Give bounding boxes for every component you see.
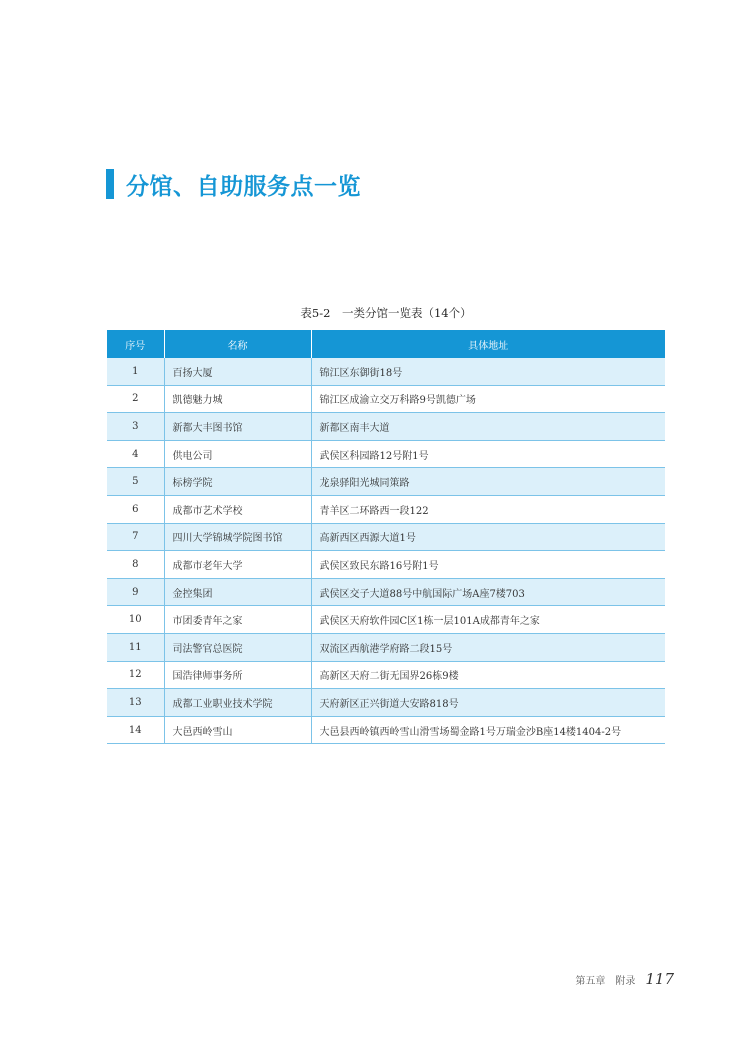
table-row — [107, 661, 665, 689]
cell-address: 高新西区西源大道1号 — [311, 523, 665, 551]
table-row — [107, 523, 665, 551]
cell-address: 青羊区二环路西一段122 — [311, 495, 665, 523]
cell-name: 成都市艺术学校 — [164, 495, 311, 523]
cell-name: 标榜学院 — [164, 468, 311, 496]
table-header-row — [107, 330, 665, 358]
cell-address: 大邑县西岭镇西岭雪山滑雪场蜀金路1号万瑞金沙B座14楼1404-2号 — [311, 716, 665, 744]
cell-index: 3 — [107, 413, 164, 441]
cell-address: 武侯区致民东路16号附1号 — [311, 551, 665, 579]
table-row — [107, 633, 665, 661]
cell-index: 14 — [107, 716, 164, 744]
cell-name: 市团委青年之家 — [164, 606, 311, 634]
table-row — [107, 385, 665, 413]
cell-index: 10 — [107, 606, 164, 634]
cell-index: 1 — [107, 358, 164, 385]
footer-chapter: 第五章 — [575, 976, 606, 987]
cell-index: 4 — [107, 440, 164, 468]
table-row — [107, 440, 665, 468]
cell-name: 大邑西岭雪山 — [164, 716, 311, 744]
title-accent-bar — [106, 169, 114, 199]
page-number: 117 — [645, 970, 674, 988]
cell-address: 武侯区交子大道88号中航国际广场A座7楼703 — [311, 578, 665, 606]
cell-name: 国浩律师事务所 — [164, 661, 311, 689]
table-row — [107, 551, 665, 579]
cell-address: 龙泉驿阳光城同策路 — [311, 468, 665, 496]
cell-index: 12 — [107, 661, 164, 689]
table-row — [107, 468, 665, 496]
cell-name: 四川大学锦城学院图书馆 — [164, 523, 311, 551]
footer-appendix: 附录 — [615, 976, 636, 987]
table-caption: 表5-2 一类分馆一览表（14个） — [300, 306, 472, 320]
header-address: 具体地址 — [311, 330, 665, 358]
cell-address: 锦江区东御街18号 — [311, 358, 665, 385]
cell-index: 8 — [107, 551, 164, 579]
branch-table — [107, 330, 665, 744]
cell-address: 新都区南丰大道 — [311, 413, 665, 441]
cell-name: 新都大丰图书馆 — [164, 413, 311, 441]
cell-index: 9 — [107, 578, 164, 606]
cell-name: 司法警官总医院 — [164, 633, 311, 661]
cell-address: 高新区天府二街无国界26栋9楼 — [311, 661, 665, 689]
header-index: 序号 — [107, 330, 164, 358]
table-row — [107, 716, 665, 744]
cell-name: 凯德魅力城 — [164, 385, 311, 413]
section-title — [106, 168, 361, 200]
cell-name: 金控集团 — [164, 578, 311, 606]
cell-name: 成都工业职业技术学院 — [164, 689, 311, 717]
cell-name: 供电公司 — [164, 440, 311, 468]
table-row — [107, 495, 665, 523]
header-name: 名称 — [164, 330, 311, 358]
table-row — [107, 689, 665, 717]
cell-address: 天府新区正兴街道大安路818号 — [311, 689, 665, 717]
table-row — [107, 606, 665, 634]
cell-address: 武侯区天府软件园C区1栋一层101A成都青年之家 — [311, 606, 665, 634]
cell-address: 锦江区成渝立交万科路9号凯德广场 — [311, 385, 665, 413]
cell-index: 7 — [107, 523, 164, 551]
cell-index: 5 — [107, 468, 164, 496]
table-row — [107, 578, 665, 606]
cell-name: 百扬大厦 — [164, 358, 311, 385]
cell-address: 武侯区科园路12号附1号 — [311, 440, 665, 468]
table-row — [107, 413, 665, 441]
cell-index: 2 — [107, 385, 164, 413]
cell-index: 6 — [107, 495, 164, 523]
cell-address: 双流区西航港学府路二段15号 — [311, 633, 665, 661]
table-row — [107, 358, 665, 385]
page-footer — [575, 970, 674, 988]
section-title-text: 分馆、自助服务点一览 — [126, 173, 361, 200]
cell-name: 成都市老年大学 — [164, 551, 311, 579]
cell-index: 13 — [107, 689, 164, 717]
cell-index: 11 — [107, 633, 164, 661]
